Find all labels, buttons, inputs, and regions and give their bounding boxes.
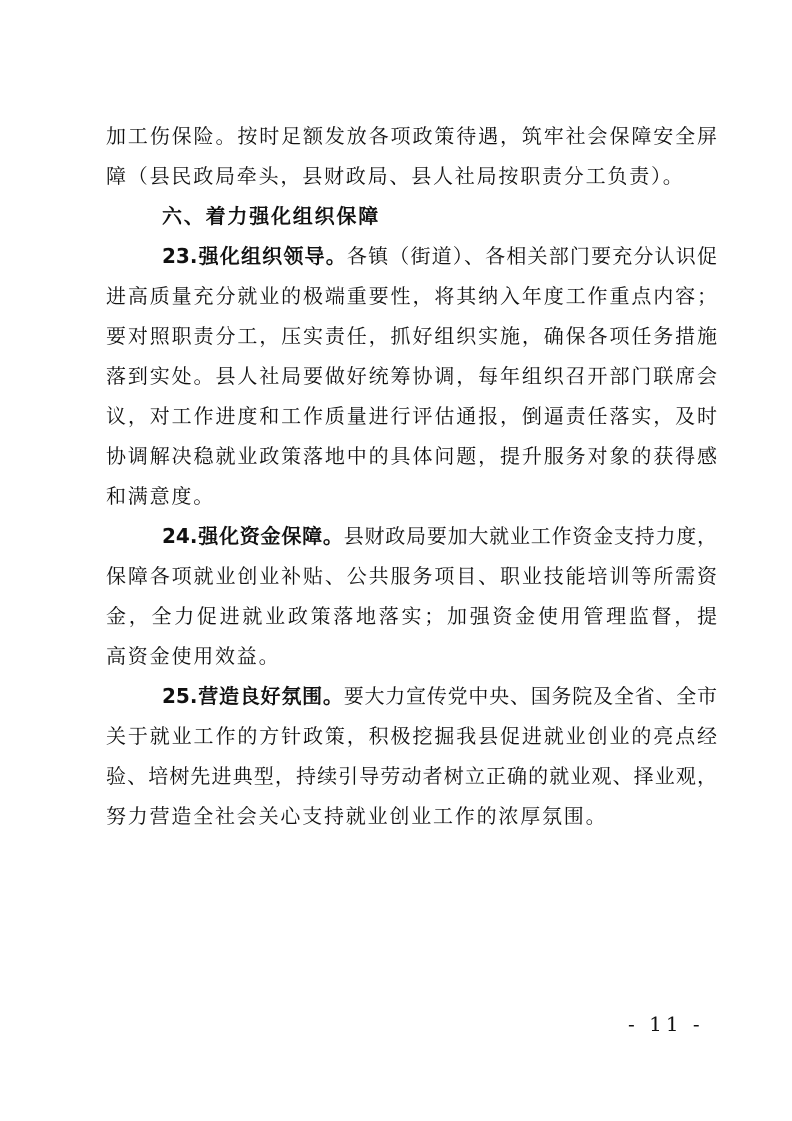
body-text-line: 加工伤保险。按时足额发放各项政策待遇，筑牢社会保障安全屏 [106, 124, 717, 148]
body-text-line: 要对照职责分工，压实责任，抓好组织实施，确保各项任务措施 [106, 324, 717, 348]
body-text-line: 高资金使用效益。 [106, 644, 281, 668]
body-text: 各镇（街道）、各相关部门要充分认识促 [346, 244, 717, 268]
body-text-line: 议，对工作进度和工作质量进行评估通报，倒逼责任落实，及时 [106, 404, 717, 428]
body-text-line: 落到实处。县人社局要做好统筹协调，每年组织召开部门联席会 [106, 364, 717, 388]
page-number: - 11 - [628, 1012, 704, 1036]
paragraph-23-first-line [162, 242, 717, 270]
body-text-line: 努力营造全社会关心支持就业创业工作的浓厚氛围。 [106, 804, 608, 828]
body-text-line: 协调解决稳就业政策落地中的具体问题，提升服务对象的获得感 [106, 444, 717, 468]
item-title: 25.营造良好氛围。 [162, 684, 344, 708]
body-text: 要大力宣传党中央、国务院及全省、全市 [343, 684, 718, 708]
section-heading: 六、着力强化组织保障 [162, 204, 380, 228]
body-text: 县财政局要加大就业工作资金支持力度， [343, 524, 718, 548]
body-text-line: 关于就业工作的方针政策，积极挖掘我县促进就业创业的亮点经 [106, 724, 717, 748]
body-text-line: 障（县民政局牵头，县财政局、县人社局按职责分工负责）。 [106, 164, 685, 188]
item-title: 24.强化资金保障。 [162, 524, 344, 548]
body-text-line: 验、培树先进典型，持续引导劳动者树立正确的就业观、择业观， [106, 764, 717, 788]
body-text-line: 和满意度。 [106, 484, 215, 508]
paragraph-25-first-line [162, 682, 717, 710]
paragraph-24-first-line [162, 522, 717, 550]
body-text-line: 进高质量充分就业的极端重要性，将其纳入年度工作重点内容； [106, 284, 717, 308]
body-text-line: 保障各项就业创业补贴、公共服务项目、职业技能培训等所需资 [106, 564, 717, 588]
body-text-line: 金，全力促进就业政策落地落实；加强资金使用管理监督，提 [106, 604, 717, 628]
item-title: 23.强化组织领导。 [162, 244, 347, 268]
